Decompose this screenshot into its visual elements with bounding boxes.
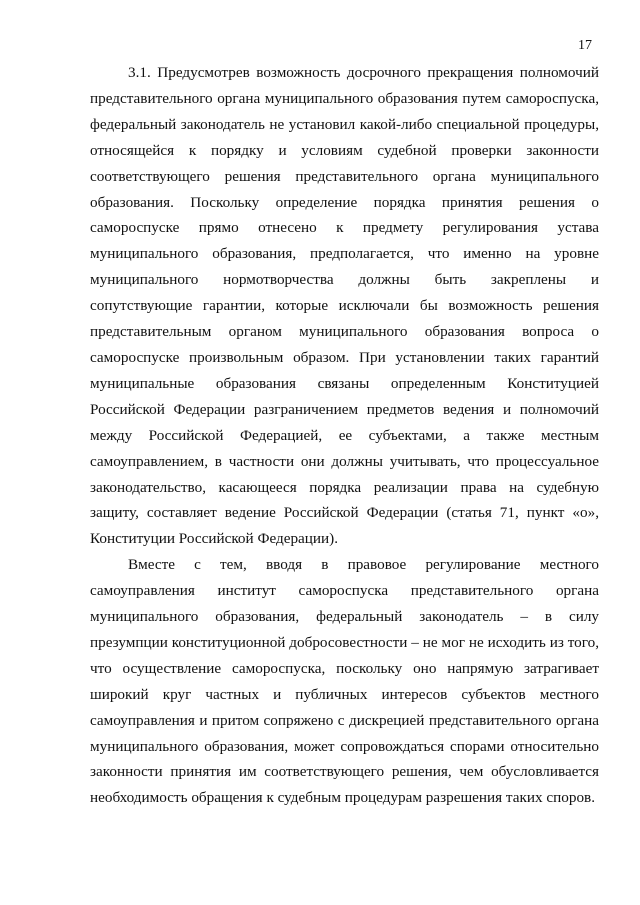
page-number: 17	[578, 38, 592, 53]
document-body	[90, 60, 599, 811]
paragraph-self-dissolution-procedure: 3.1. Предусмотрев возможность досрочного прекращения полномочий представительного органа муниципального образования путем самороспуска, федеральный законодатель не установил какой-либо специальной процедуры, относящейся к порядку и условиям судебной проверки законности соответствующего решения представительного органа муниципального образования. Поскольку определение порядка принятия решения о самороспуске прямо отнесено к предмету регулирования устава муниципального образования, предполагается, что именно на уровне муниципального нормотворчества должны быть закреплены и сопутствующие гарантии, которые исключали бы возможность решения представительным органом муниципального образования вопроса о самороспуске произвольным образом. При установлении таких гарантий муниципальные образования связаны определенным Конституцией Российской Федерации разграничением предметов ведения и полномочий между Российской Федерацией, ее субъектами, а также местным самоуправлением, в частности они должны учитывать, что процессуальное законодательство, касающееся порядка реализации права на судебную защиту, составляет ведение Российской Федерации (статья 71, пункт «о», Конституции Российской Федерации).	[90, 64, 599, 548]
paragraph-judicial-procedures: Вместе с тем, вводя в правовое регулирование местного самоуправления институт самороспуска представительного органа муниципального образования, федеральный законодатель – в силу презумпции конституционной добросовестности – не мог не исходить из того, что осуществление самороспуска, поскольку оно напрямую затрагивает широкий круг частных и публичных интересов субъектов местного самоуправления и притом сопряжено с дискрецией представительного органа муниципального образования, может сопровождаться спорами относительно законности принятия им соответствующего решения, чем обусловливается необходимость обращения к судебным процедурам разрешения таких споров.	[90, 556, 599, 807]
